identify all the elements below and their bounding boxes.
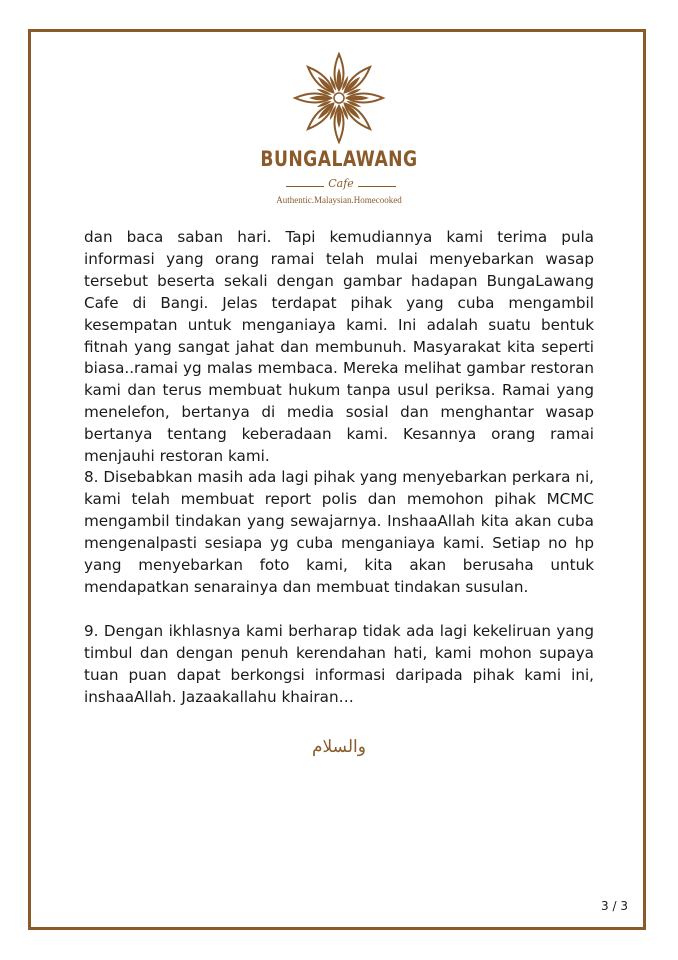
paragraph-text: 8. Disebabkan masih ada lagi pihak yang menyebarkan perkara ni, kami telah membuat report polis dan memohon pihak MCMC mengambil tindakan yang sewajarnya. InshaaAllah kita akan cuba mengenalpasti sesiapa yg cuba menganiaya kami. Setiap no hp yang menyebarkan foto kami, kita akan berusaha untuk mendapatkan senarainya dan membuat tindakan susulan. — [84, 468, 594, 596]
brand-tagline: Authentic.Malaysian.Homecooked — [276, 195, 402, 205]
paragraph-text: 9. Dengan ikhlasnya kami berharap tidak ada lagi kekeliruan yang timbul dan dengan penuh kerendahan hati, kami mohon supaya tuan puan dapat berkongsi informasi daripada pihak kami ini, inshaaAllah. Jazaakallahu khairan… — [84, 622, 594, 706]
left-rule — [286, 186, 324, 187]
paragraph-1 — [84, 227, 594, 468]
right-rule — [358, 186, 396, 187]
page-number: 3 / 3 — [601, 899, 628, 913]
star-anise-icon — [289, 52, 389, 144]
paragraph-9 — [84, 621, 594, 709]
brand-subname-row — [286, 177, 396, 193]
brand-name: BUNGALAWANG — [260, 147, 418, 171]
brand-subname: Cafe — [328, 177, 354, 190]
paragraph-8 — [84, 467, 594, 598]
closing-salutation: والسلام — [312, 737, 366, 757]
paragraph-text: dan baca saban hari. Tapi kemudiannya kami terima pula informasi yang orang ramai telah mulai menyebarkan wasap tersebut beserta sekali dengan gambar hadapan BungaLawang Cafe di Bangi. Jelas terdapat pihak yang cuba mengambil kesempatan untuk menganiaya kami. Ini adalah suatu bentuk fitnah yang sangat jahat dan membunuh. Masyarakat kita seperti biasa..ramai yg malas membaca. Mereka melihat gambar restoran kami dan terus membuat hukum tanpa usul periksa. Ramai yang menelefon, bertanya di media sosial dan menghantar wasap bertanya tentang keberadaan kami. Kesannya orang ramai menjauhi restoran kami. — [84, 228, 594, 466]
